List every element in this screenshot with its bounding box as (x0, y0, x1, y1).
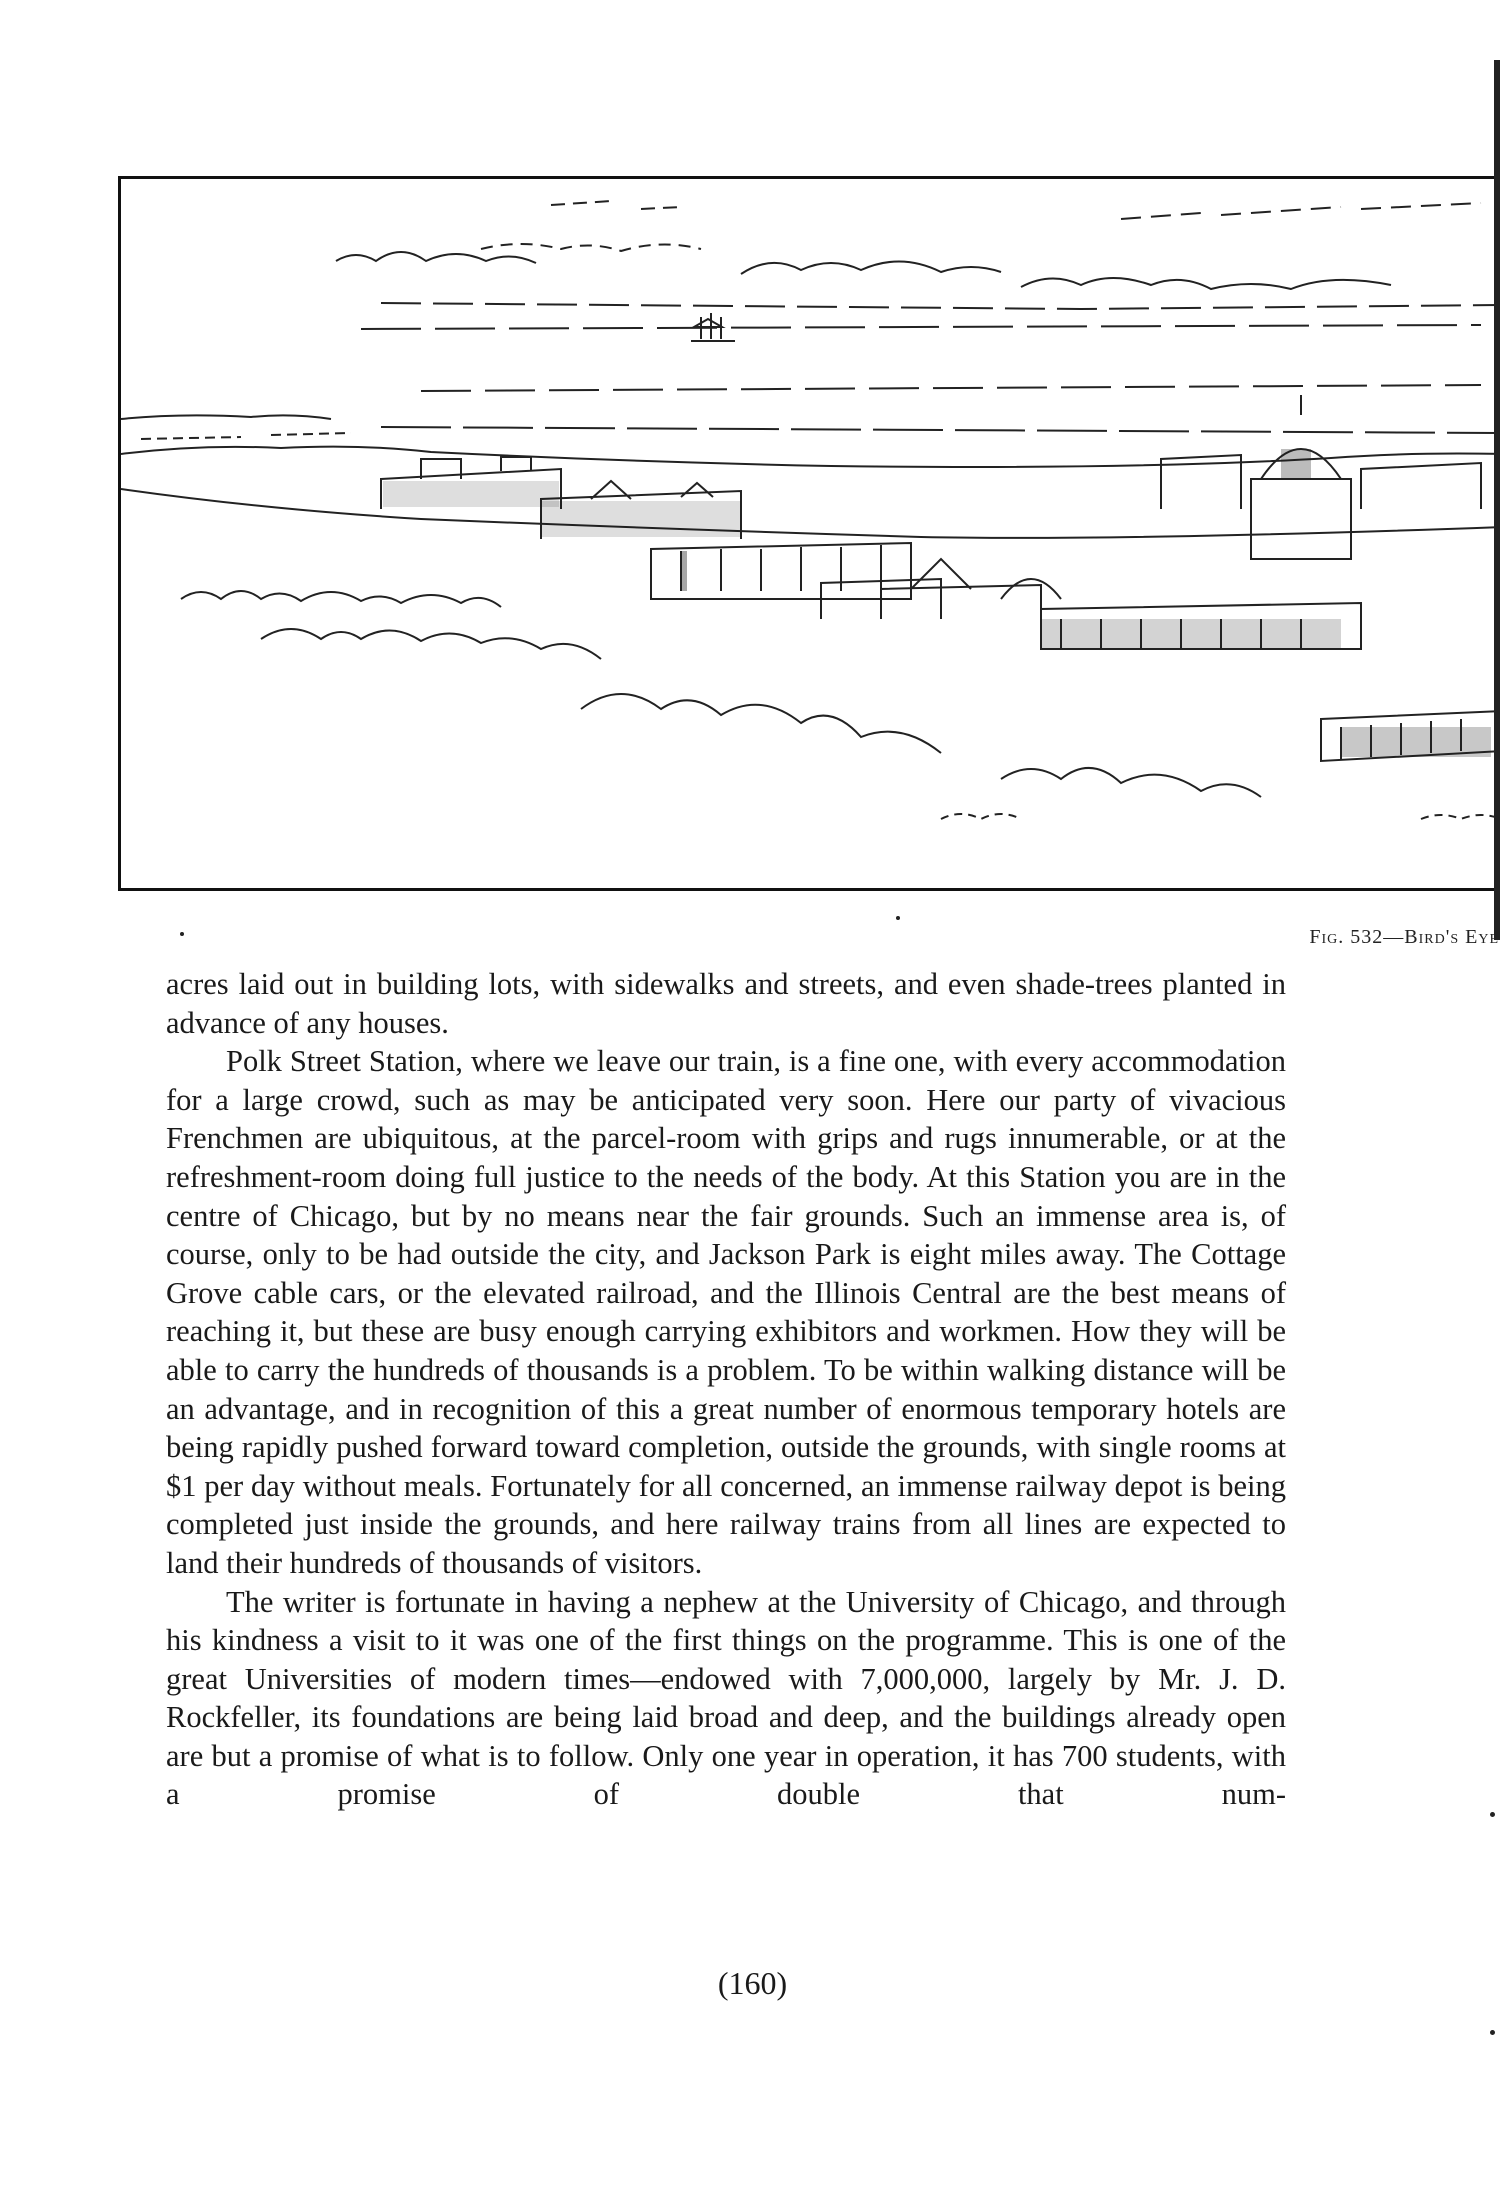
paragraph-continuation: acres laid out in building lots, with sidewalks and streets, and even shade-trees planted in advance of any houses. (166, 967, 1286, 1040)
body-text (166, 965, 1286, 1814)
paragraph-university-of-chicago: The writer is fortunate in having a nephew at the University of Chicago, and through his kindness a visit to it was one of the first things on the programme. This is one of the great Universities of modern times—endowed with 7,000,000, largely by Mr. J. D. Rockfeller, its foundations are being laid broad and deep, and the buildings already open are but a promise of what is to follow. Only one year in operation, it has 700 students, with a promise of double that num- (166, 1584, 1286, 1812)
ink-speck (1490, 1812, 1495, 1817)
paragraph-polk-street-station: Polk Street Station, where we leave our train, is a fine one, with every accommodation for a large crowd, such as may be anticipated very soon. Here our party of vivacious Frenchmen are ubiquitous, at the parcel-room with grips and rugs innumerable, or at the refreshment-room doing full justice to the needs of the body. At this Station you are in the centre of Chicago, but by no means near the fair grounds. Such an immense area is, of course, only to be had outside the city, and Jackson Park is eight miles away. The Cottage Grove cable cars, or the elevated railroad, and the Illinois Central are the best means of reaching it, but these are busy enough carrying exhibitors and workmen. How they will be able to carry the hundreds of thousands is a problem. To be within walking distance will be an advantage, and in recognition of this a great number of enormous temporary hotels are being rapidly pushed forward toward completion, outside the grounds, with single rooms at $1 per day without meals. Fortunately for all concerned, an immense railway depot is being completed just inside the grounds, and here railway trains from all lines are expected to land their hundreds of thousands of visitors. (166, 1044, 1286, 1580)
figure-caption: Fig. 532—Bird's Eye (1309, 926, 1499, 948)
ink-speck (896, 916, 900, 920)
engraving-illustration (121, 179, 1500, 891)
page-binding-edge (1494, 60, 1500, 940)
page-number: (160) (717, 1965, 788, 2001)
ink-speck (1490, 2030, 1495, 2035)
ink-speck (180, 932, 184, 936)
engraving-birds-eye-view (118, 176, 1500, 891)
